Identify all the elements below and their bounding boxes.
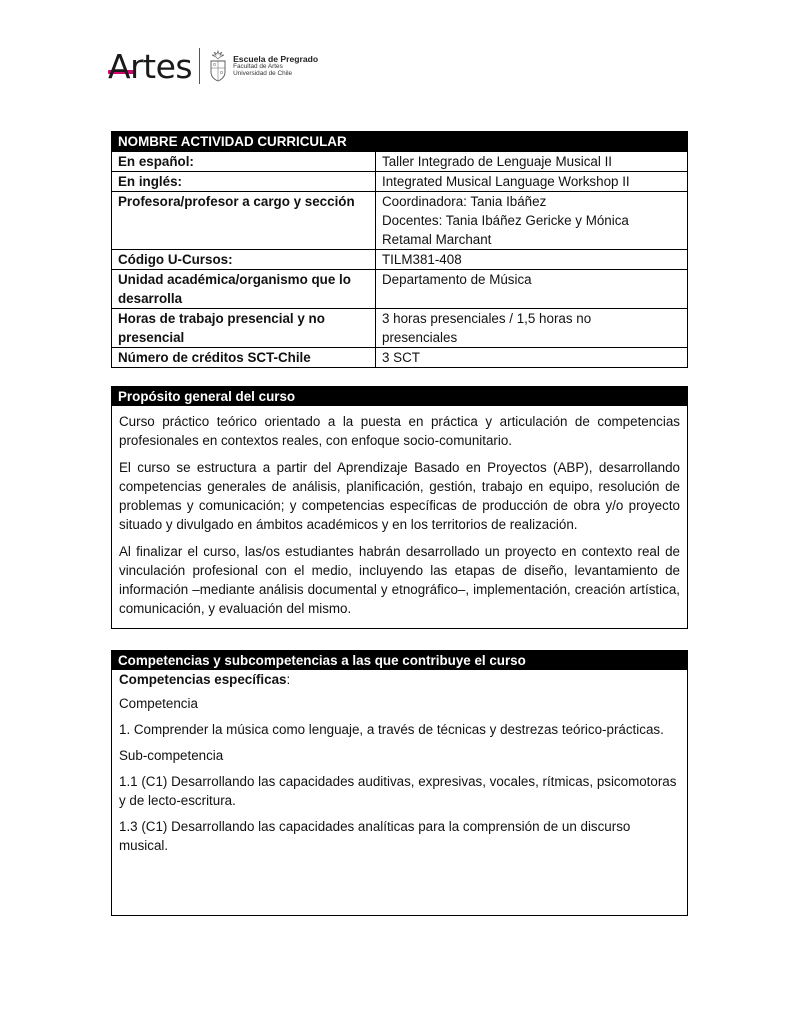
- course-info-grid: [112, 151, 687, 367]
- info-label: Número de créditos SCT-Chile: [112, 348, 376, 368]
- info-value-line: 3 SCT: [382, 350, 420, 365]
- info-row: [112, 250, 687, 270]
- info-label: Profesora/profesor a cargo y sección: [112, 192, 376, 250]
- info-value: [376, 172, 688, 192]
- course-info-table: [111, 131, 688, 368]
- info-row: [112, 192, 687, 250]
- competencies-header: Competencias y subcompetencias a las que contribuye el curso: [112, 651, 687, 670]
- info-value-line: Departamento de Música: [382, 272, 532, 287]
- info-value: [376, 348, 688, 368]
- school-name: Escuela de Pregrado: [233, 53, 319, 64]
- info-value: [376, 192, 688, 250]
- faculty-name: Facultad de Artes: [233, 62, 283, 70]
- info-value: [376, 152, 688, 172]
- competence-label: Competencia: [119, 696, 198, 711]
- competencies-subtitle-text: Competencias específicas: [119, 672, 287, 687]
- info-value-line: Integrated Musical Language Workshop II: [382, 174, 630, 189]
- subcompetence-label: Sub-competencia: [119, 748, 224, 763]
- info-label: En español:: [112, 152, 376, 172]
- header-logo: [108, 44, 318, 88]
- info-value-line: TILM381-408: [382, 252, 462, 267]
- info-value: [376, 270, 688, 309]
- course-info-header: NOMBRE ACTIVIDAD CURRICULAR: [112, 132, 687, 151]
- info-value-line: presenciales: [382, 330, 458, 345]
- info-label: Horas de trabajo presencial y no presencial: [112, 309, 376, 348]
- info-row: [112, 309, 687, 348]
- purpose-header: Propósito general del curso: [112, 387, 687, 406]
- info-row: [112, 270, 687, 309]
- purpose-paragraph: Al finalizar el curso, las/os estudiantes habrán desarrollado un proyecto en contexto real de vinculación profesional con el medio, incluyendo las etapas de diseño, levantamiento de información –mediante análisis documental y etnográfico–, implementación, creación artística, comunicación, y evaluación del mismo.: [119, 544, 680, 616]
- purpose-paragraph: Curso práctico teórico orientado a la puesta en práctica y articulación de competencias profesionales en contextos reales, con enfoque socio-comunitario.: [119, 414, 680, 448]
- info-value-line: Coordinadora: Tania Ibáñez: [382, 194, 547, 209]
- competencies-section: [111, 650, 688, 916]
- info-row: [112, 152, 687, 172]
- info-row: [112, 172, 687, 192]
- artes-logo: [108, 46, 193, 86]
- competence-item: 1. Comprender la música como lenguaje, a través de técnicas y destrezas teórico-prácticas.: [119, 722, 664, 737]
- competencies-subtitle: [119, 670, 680, 689]
- logo-text: Artes: [108, 46, 193, 86]
- info-label: Código U-Cursos:: [112, 250, 376, 270]
- subcompetence-item: 1.1 (C1) Desarrollando las capacidades auditivas, expresivas, vocales, rítmicas, psicomotoras y de lecto-escritura.: [119, 774, 677, 808]
- university-seal-icon: [207, 49, 229, 83]
- subcompetence-item: 1.3 (C1) Desarrollando las capacidades analíticas para la comprensión de un discurso musical.: [119, 819, 631, 853]
- info-value-line: Taller Integrado de Lenguaje Musical II: [382, 154, 613, 169]
- info-value: [376, 309, 688, 348]
- info-value-line: Docentes: Tania Ibáñez Gericke y Mónica: [382, 213, 629, 228]
- purpose-paragraph: El curso se estructura a partir del Aprendizaje Basado en Proyectos (ABP), desarrollando competencias generales de análisis, planificación, gestión, trabajo en equipo, resolución de problemas y comunicación; y competencias específicas de producción de obra y/o proyecto situado y divulgado en ámbitos académicos y en los territorios de realización.: [119, 460, 680, 532]
- info-label: En inglés:: [112, 172, 376, 192]
- university-name: Universidad de Chile: [233, 69, 293, 77]
- info-value-line: Retamal Marchant: [382, 232, 492, 247]
- logo-divider: [199, 48, 200, 84]
- info-value: [376, 250, 688, 270]
- school-name-block: [233, 55, 318, 77]
- purpose-body: [112, 412, 687, 618]
- info-label: Unidad académica/organismo que lo desarrolla: [112, 270, 376, 309]
- info-value-line: 3 horas presenciales / 1,5 horas no: [382, 311, 592, 326]
- info-row: [112, 348, 687, 368]
- competencies-subtitle-colon: :: [286, 672, 291, 687]
- purpose-section: [111, 386, 688, 629]
- competencies-body: [112, 670, 687, 855]
